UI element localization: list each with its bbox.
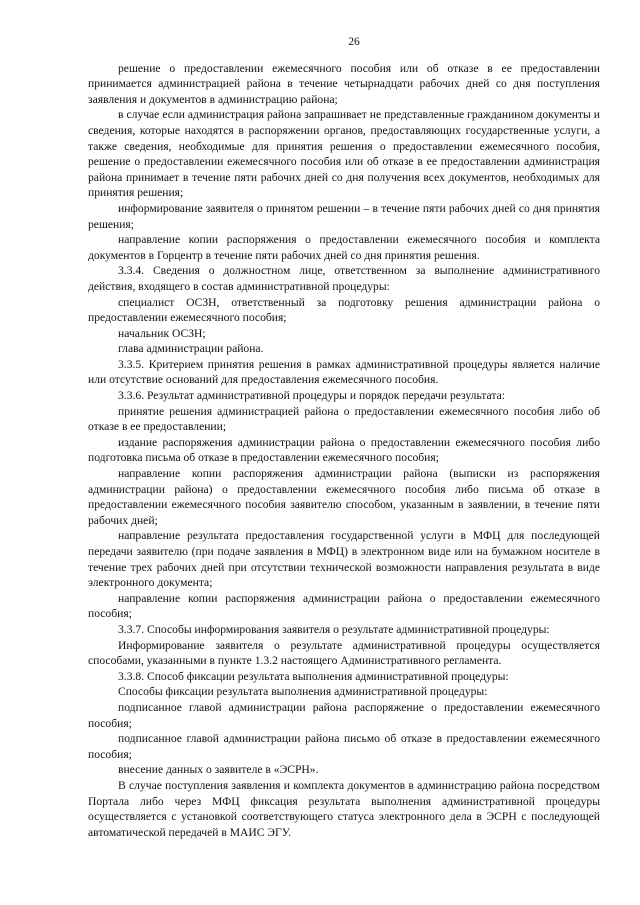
paragraph: направление копии распоряжения администрации района (выписки из распоряжения администрации района) о предоставлении ежемесячного пособия либо письма об отказе в предоставлении ежемесячного пособия заявителю способом, указанным в заявлении, в течение пяти рабочих дней;	[88, 467, 600, 527]
paragraph: направление результата предоставления государственной услуги в МФЦ для последующей передачи заявителю (при подаче заявления в МФЦ) в электронном виде или на бумажном носителе в течение трех рабочих дней при отсутствии технической возможности направления результата в виде электронного документа;	[88, 529, 600, 590]
paragraph: направление копии распоряжения администрации района о предоставлении ежемесячного пособия;	[88, 591, 600, 621]
paragraph: подписанное главой администрации района письмо об отказе в предоставлении ежемесячного пособия;	[88, 732, 600, 761]
paragraph: информирование заявителя о принятом решении – в течение пяти рабочих дней со дня принятия решения;	[88, 201, 600, 231]
paragraph: В случае поступления заявления и комплекта документов в администрацию района посредством Портала либо через МФЦ фиксация результата выполнения административной процедуры осуществляется с установкой соответствующего статуса электронного дела в ЭСРН с последующей автоматической передачей в МАИС ЭГУ.	[88, 778, 600, 839]
paragraph: Информирование заявителя о результате административной процедуры осуществляется способами, указанными в пункте 1.3.2 настоящего Административного регламента.	[88, 638, 600, 668]
paragraph: 3.3.7. Способы информирования заявителя о результате административной процедуры:	[118, 622, 550, 636]
paragraph: принятие решения администрацией района о предоставлении ежемесячного пособия либо об отказе в ее предоставлении;	[88, 404, 600, 434]
paragraph: 3.3.6. Результат административной процедуры и порядок передачи результата:	[118, 389, 505, 403]
paragraph: 3.3.5. Критерием принятия решения в рамках административной процедуры является наличие или отсутствие оснований для предоставления ежемесячного пособия.	[88, 357, 600, 387]
paragraph: начальник ОСЗН;	[118, 326, 206, 340]
paragraph: решение о предоставлении ежемесячного пособия или об отказе в ее предоставлении принимается администрацией района в течение четырнадцати рабочих дней со дня поступления заявления и документов в администрацию района;	[88, 61, 600, 106]
paragraph: внесение данных о заявителе в «ЭСРН».	[118, 763, 319, 777]
paragraph: в случае если администрация района запрашивает не представленные гражданином документы и сведения, которые находятся в распоряжении органов, предоставляющих государственные услуги, а также сведения, необходимые для принятия решения о предоставлении ежемесячного пособия, решение о предоставлении ежемесячного пособия или об отказе в ее предоставлении администрация района принимает в течение пяти рабочих дней со дня получения всех документов, необходимых для принятия решения;	[88, 108, 600, 200]
paragraph: Способы фиксации результата выполнения административной процедуры:	[118, 685, 488, 699]
paragraph: 3.3.8. Способ фиксации результата выполнения административной процедуры:	[118, 669, 509, 683]
paragraph: глава администрации района.	[118, 342, 264, 356]
document-page	[88, 34, 600, 840]
page-number: 26	[348, 35, 360, 48]
paragraph: 3.3.4. Сведения о должностном лице, ответственном за выполнение административного действия, входящего в состав административной процедуры:	[88, 264, 600, 293]
paragraph: подписанное главой администрации района распоряжение о предоставлении ежемесячного пособия;	[88, 700, 600, 730]
paragraph: специалист ОСЗН, ответственный за подготовку решения администрации района о предоставлении ежемесячного пособия;	[88, 295, 600, 325]
paragraph: издание распоряжения администрации района о предоставлении ежемесячного пособия либо подготовка письма об отказе в предоставлении ежемесячного пособия;	[88, 435, 600, 465]
paragraph: направление копии распоряжения о предоставлении ежемесячного пособия и комплекта документов в Горцентр в течение пяти рабочих дней со дня принятия решения.	[88, 233, 600, 262]
